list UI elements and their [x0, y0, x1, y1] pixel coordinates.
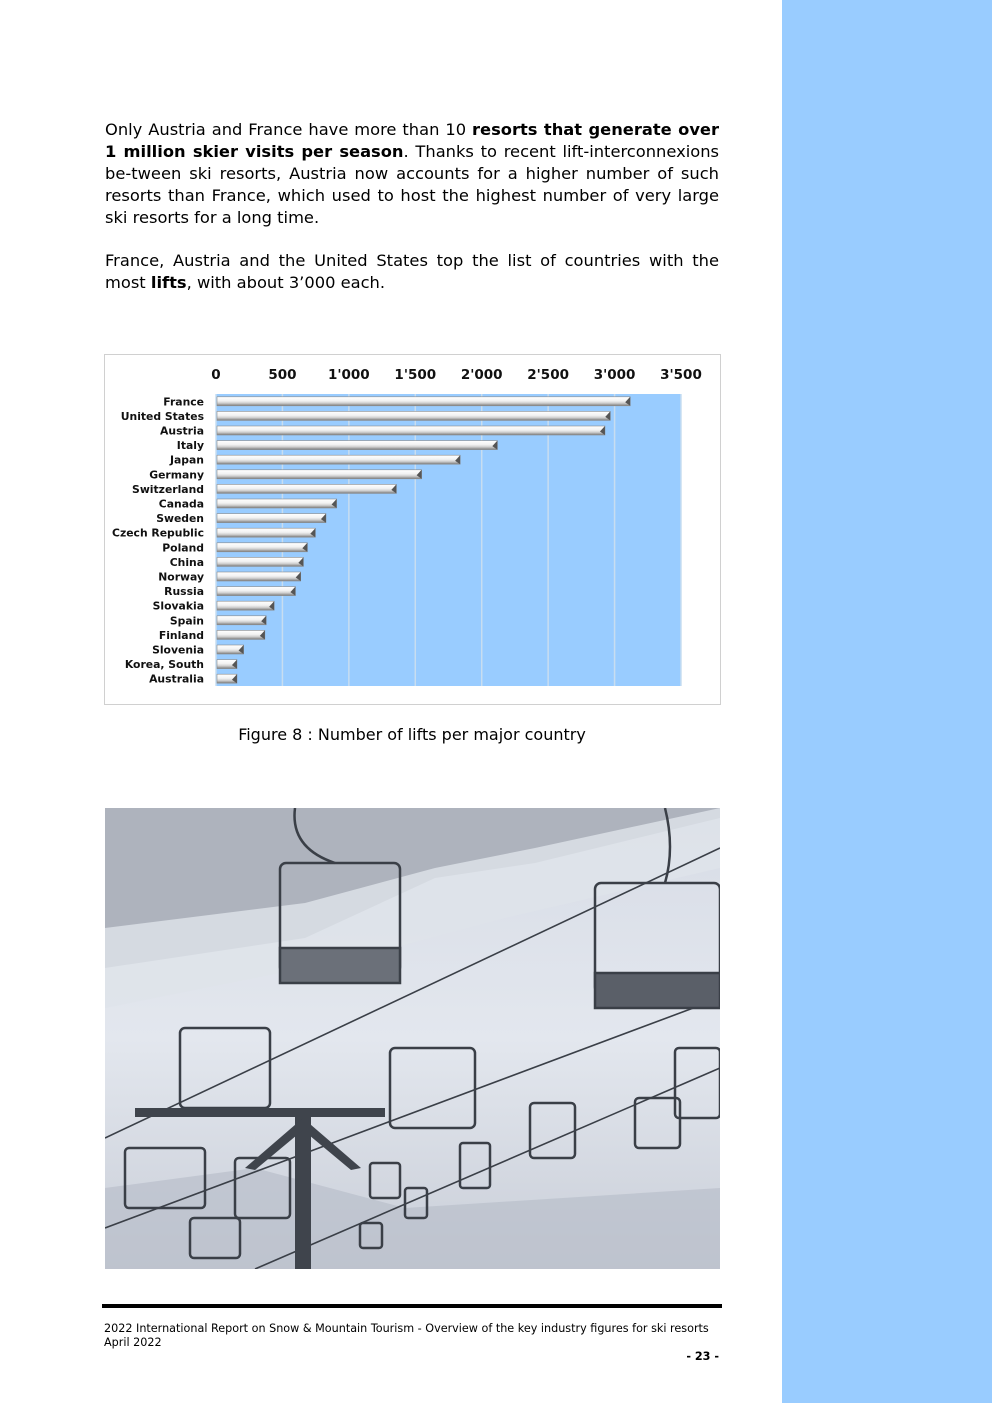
paragraph-text: , with about 3’000 each. [186, 273, 386, 292]
lifts-bar-chart [104, 354, 721, 705]
category-label: China [169, 555, 204, 569]
side-color-band [782, 0, 992, 1403]
x-tick-label: 2'000 [460, 367, 503, 383]
category-label: Spain [169, 614, 204, 628]
bar [217, 397, 630, 406]
x-tick-label: 0 [211, 367, 221, 383]
category-label: Slovakia [152, 599, 204, 613]
category-label: Poland [162, 541, 204, 555]
category-label: Italy [176, 439, 204, 453]
x-tick-label: 1'000 [327, 367, 370, 383]
bar [217, 587, 295, 596]
footer [104, 1322, 709, 1350]
bar [217, 528, 315, 537]
bar [217, 630, 265, 639]
category-label: Norway [158, 570, 204, 584]
footer-date: April 2022 [104, 1336, 162, 1349]
chart-svg [105, 355, 720, 704]
bar [217, 601, 274, 610]
x-tick-label: 1'500 [394, 367, 437, 383]
bar [217, 411, 610, 420]
category-label: Japan [169, 453, 204, 467]
bar [217, 441, 497, 450]
category-label: Finland [158, 628, 204, 642]
paragraph-text: Only Austria and France have more than 10 [105, 120, 473, 139]
category-label: Korea, South [124, 658, 204, 672]
bar [217, 616, 266, 625]
x-tick-label: 3'500 [660, 367, 702, 383]
category-label: Canada [158, 497, 204, 511]
bar [217, 470, 422, 479]
x-tick-label: 2'500 [527, 367, 570, 383]
bar [217, 557, 303, 566]
category-label: Czech Republic [112, 526, 204, 540]
bar [217, 543, 307, 552]
bar [217, 455, 460, 464]
figure-caption: Figure 8 : Number of lifts per major country [238, 725, 586, 744]
category-label: Austria [160, 424, 204, 438]
paragraph-bold-text: lifts [150, 273, 187, 292]
category-label: United States [120, 409, 204, 423]
footer-report-title: 2022 International Report on Snow & Mountain Tourism - Overview of the key industry figures for ski resorts [104, 1322, 709, 1335]
plot-area [216, 394, 681, 686]
bar [217, 572, 301, 581]
category-label: France [163, 395, 204, 409]
category-label: Switzerland [132, 482, 204, 496]
ski-chairlift-photo [105, 808, 720, 1269]
paragraph-bold-text: resorts that generate over 1 million skier visits per season [105, 120, 719, 161]
bar [217, 426, 605, 435]
footer-rule [102, 1304, 722, 1308]
x-tick-label: 500 [268, 367, 297, 383]
paragraph-text: France, Austria and the United States top the list of countries with the most [105, 251, 719, 292]
paragraph-text: . Thanks to recent lift-interconnexions be-tween ski resorts, Austria now accounts for a higher number of such resorts than France, which used to host the highest number of very large ski resorts for a long time. [105, 142, 719, 227]
category-label: Sweden [156, 512, 204, 526]
category-label: Slovenia [152, 643, 204, 657]
bar [217, 514, 326, 523]
category-label: Russia [164, 585, 204, 599]
paragraph-resorts [105, 119, 719, 229]
category-label: Germany [149, 468, 204, 482]
page-number: - 23 - [686, 1350, 719, 1363]
x-tick-label: 3'000 [593, 367, 636, 383]
bar [217, 484, 396, 493]
category-label: Australia [149, 672, 204, 686]
bar [217, 499, 337, 508]
paragraph-lifts [105, 250, 719, 294]
